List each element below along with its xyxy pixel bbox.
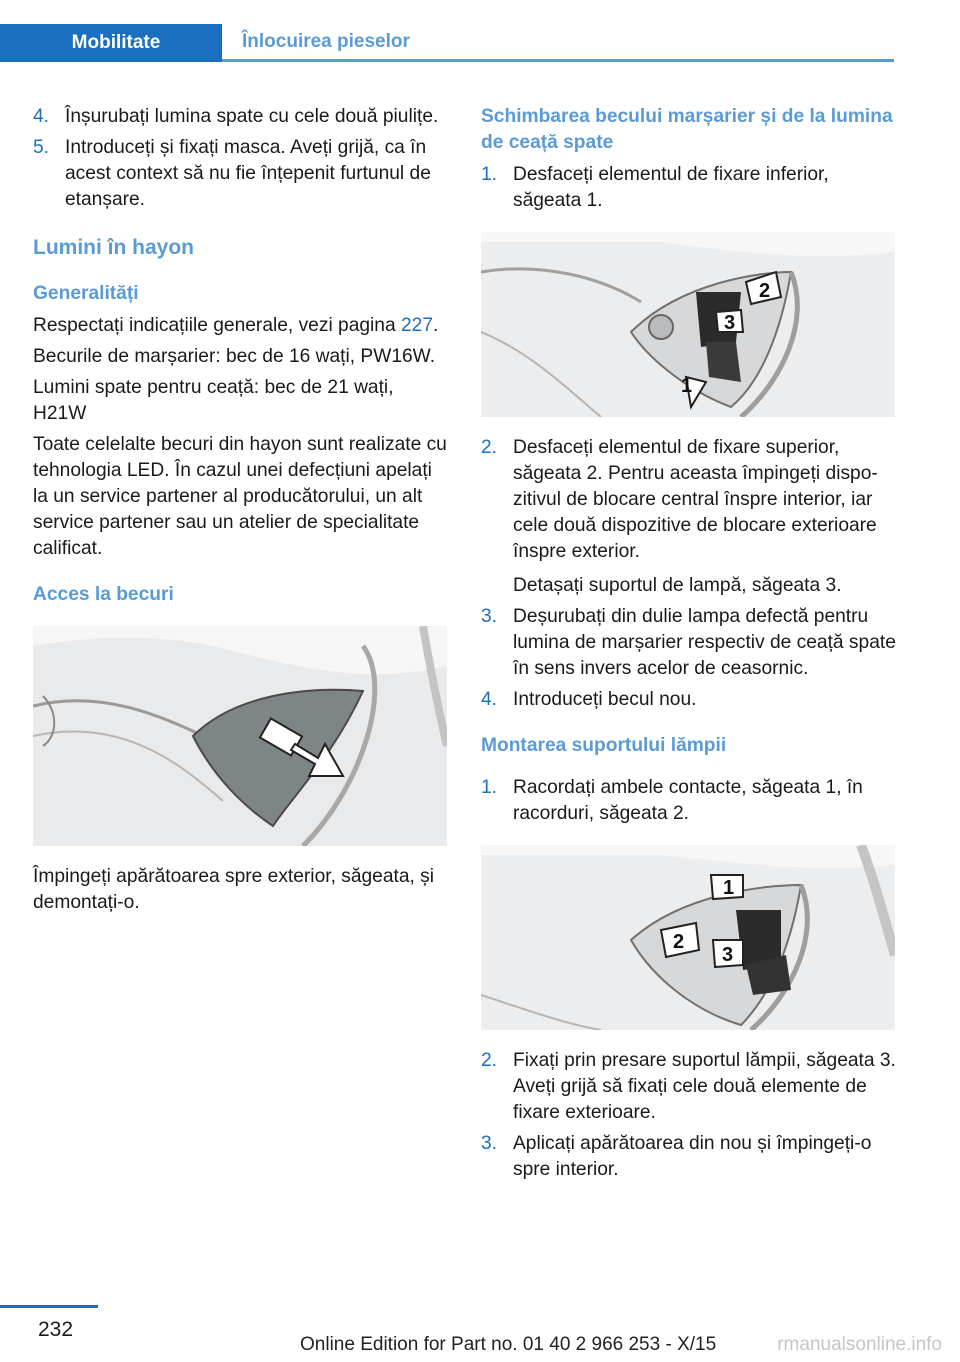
step-text: Introduceți și fixați masca. Aveți grijă, ca în acest context să nu fie înțepenit furtunul de etanșare.: [65, 137, 431, 210]
figure-caption: Împingeți apărătoarea spre exterior, săgeata, și demontați-o.: [33, 866, 435, 913]
arrow-label: 3: [724, 312, 736, 334]
chapter-tab[interactable]: Înlocuirea pieselor: [222, 24, 894, 62]
step-number: 1.: [481, 164, 498, 185]
page-link[interactable]: 227: [400, 315, 433, 336]
list-item: [33, 104, 451, 130]
step-text: Desfaceți elementul de fixare inferior, săgeata 1.: [513, 164, 829, 211]
paragraph-ceata: Lumini spate pentru ceață: bec de 21 wați, H21W: [33, 377, 394, 424]
step-number: 4.: [481, 689, 498, 710]
edition-footer: Online Edition for Part no. 01 40 2 966 253 - X/15: [300, 1334, 717, 1355]
step-text: Înșurubați lumina spate cu cele două piulițe.: [65, 106, 439, 127]
list-item: [481, 604, 899, 682]
arrow-label: 1: [681, 375, 693, 397]
illustration-lamp-holder-release: [481, 232, 895, 417]
list-item: [481, 687, 899, 713]
step-text: Racordați ambele contacte, săgeata 1, în racorduri, săgeata 2.: [513, 777, 863, 824]
footer-rule: [0, 1305, 98, 1308]
step-text: Deșurubați din dulie lampa defectă pentru lumina de marșarier respectiv de ceață spate în sens invers acelor de ceasornic.: [513, 606, 896, 679]
heading-montare: Montarea suportului lămpii: [481, 735, 727, 756]
left-column: [33, 104, 451, 921]
page-number: 232: [38, 1318, 74, 1341]
step-number: 4.: [33, 106, 50, 127]
step-number: 2.: [481, 437, 498, 458]
step-number: 1.: [481, 777, 498, 798]
step-text: Aplicați apărătoarea din nou și împingeți-o spre interior.: [513, 1133, 872, 1180]
arrow-label: 2: [759, 280, 771, 302]
list-item: [33, 135, 451, 213]
illustration-cover-removal: [33, 626, 447, 846]
step-text: Introduceți becul nou.: [513, 689, 697, 710]
right-column: [481, 104, 899, 1188]
step-number: 3.: [481, 1133, 498, 1154]
illustration-lamp-holder-mount: [481, 845, 895, 1030]
step-number: 2.: [481, 1050, 498, 1071]
list-item: [481, 1131, 899, 1183]
arrow-label: 1: [723, 877, 735, 899]
step-text: Fixați prin presare suportul lămpii, săgeata 3. Aveți grijă să fixați cele două elemente de fixare exterioare.: [513, 1050, 896, 1123]
arrow-label: 3: [722, 944, 734, 966]
paragraph-becuri: Becurile de marșarier: bec de 16 wați, PW16W.: [33, 346, 436, 367]
paragraph-general: Respectați indicațiile generale, vezi pagina 227.: [33, 315, 439, 336]
step-subtext: Detașați suportul de lampă, săgeata 3.: [513, 575, 842, 596]
step-number: 3.: [481, 606, 498, 627]
paragraph-led: Toate celelalte becuri din hayon sunt realizate cu tehnologia LED. În cazul unei defecțiuni apelați la un service partener al producătorului, un alt service partener sau un atelier de specialitate calificat.: [33, 434, 447, 559]
section-tab[interactable]: Mobilitate: [0, 24, 222, 62]
step-text: Desfaceți elementul de fixare superior, săgeata 2. Pentru aceasta împingeți dispozitivul de blocare central înspre interior, iar cele două dispozitive de blocare exterioare înspre exterior. Detașați suportul de lampă, săgeata 3.: [513, 435, 899, 599]
heading-acces: Acces la becuri: [33, 584, 174, 605]
list-item: [481, 162, 899, 214]
list-item: [481, 435, 899, 599]
heading-lumini-hayon: Lumini în hayon: [33, 236, 194, 259]
step-number: 5.: [33, 137, 50, 158]
list-item: [481, 775, 899, 827]
heading-schimbare: Schimbarea becului marșarier și de la lumina de ceață spate: [481, 106, 893, 153]
watermark: rmanualsonline.info: [777, 1334, 942, 1355]
heading-generalitati: Generalități: [33, 283, 139, 304]
list-item: [481, 1048, 899, 1126]
arrow-label: 2: [673, 931, 685, 953]
